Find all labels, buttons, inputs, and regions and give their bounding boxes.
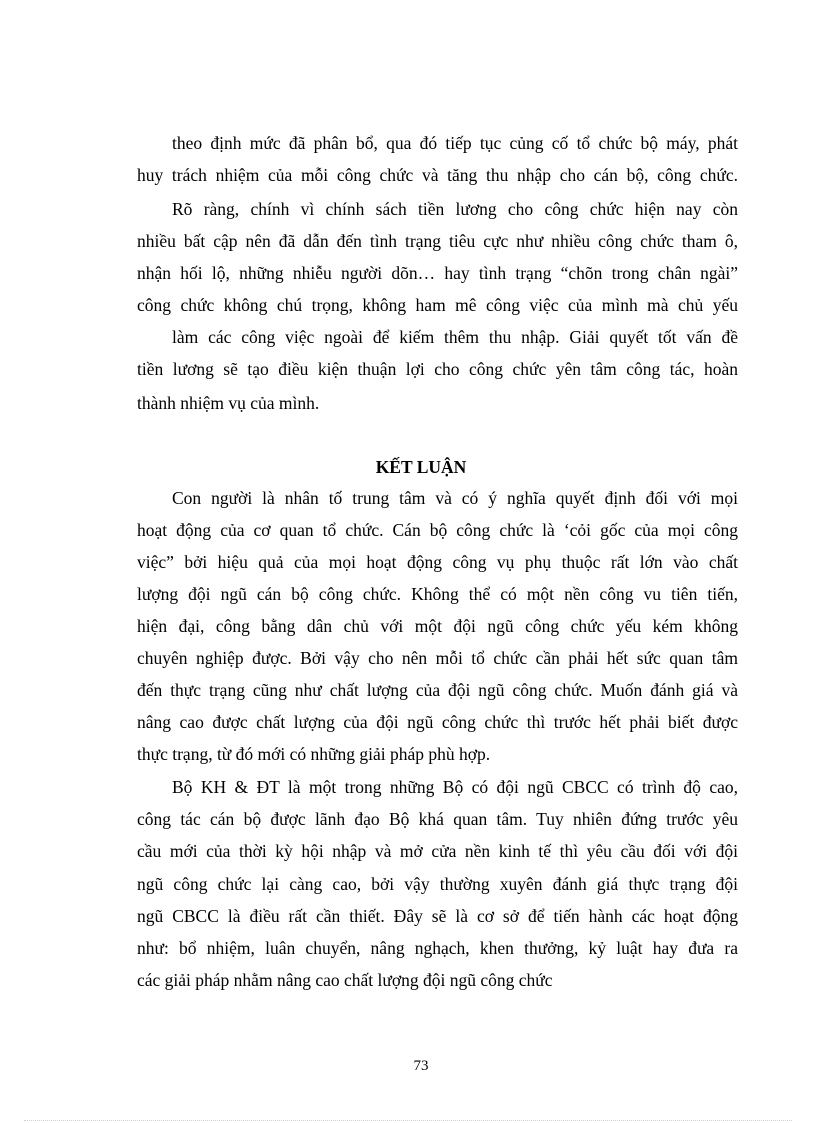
page-bottom-divider [24,1120,792,1121]
text-line: đến thực trạng cũng như chất lượng của đội ngũ công chức. Muốn đánh giá và [137,680,738,700]
text-line: làm các công việc ngoài để kiếm thêm thu nhập. Giải quyết tốt vấn đề [172,327,738,347]
text-line: Rõ ràng, chính vì chính sách tiền lương cho công chức hiện nay còn [172,199,738,219]
text-line: tiền lương sẽ tạo điều kiện thuận lợi cho công chức yên tâm công tác, hoàn [137,359,738,379]
text-line: theo định mức đã phân bổ, qua đó tiếp tục củng cố tổ chức bộ máy, phát [172,133,738,153]
text-line: công chức không chú trọng, không ham mê công việc của mình mà chủ yếu [137,295,738,315]
text-line: huy trách nhiệm của mỗi công chức và tăng thu nhập cho cán bộ, công chức. [137,165,738,185]
text-line: cầu mới của thời kỳ hội nhập và mở cửa nền kinh tế thì yêu cầu đối với đội [137,841,738,861]
text-line: nhiều bất cập nên đã dẫn đến tình trạng tiêu cực như nhiều công chức tham ô, [137,231,738,251]
text-line: thực trạng, từ đó mới có những giải pháp phù hợp. [137,744,491,764]
text-line: các giải pháp nhằm nâng cao chất lượng đội ngũ công chức [137,970,553,990]
section-heading: KẾT LUẬN [375,457,467,477]
text-line: thành nhiệm vụ của mình. [137,393,320,413]
text-line: ngũ CBCC là điều rất cần thiết. Đây sẽ là cơ sở để tiến hành các hoạt động [137,906,738,926]
text-line: chuyên nghiệp được. Bởi vậy cho nên mỗi tổ chức cần phải hết sức quan tâm [137,648,738,668]
text-line: ngũ công chức lại càng cao, bởi vậy thường xuyên đánh giá thực trạng đội [137,874,738,894]
text-line: công tác cán bộ được lãnh đạo Bộ khá quan tâm. Tuy nhiên đứng trước yêu [137,809,738,829]
text-line: lượng đội ngũ cán bộ công chức. Không thể có một nền công vu tiên tiến, [137,584,738,604]
text-line: Bộ KH & ĐT là một trong những Bộ có đội ngũ CBCC có trình độ cao, [172,777,738,797]
text-line: hiện đại, công bằng dân chủ với một đội ngũ công chức yếu kém không [137,616,738,636]
page-number: 73 [413,1058,429,1074]
text-line: việc” bởi hiệu quả của mọi hoạt động công vụ phụ thuộc rất lớn vào chất [137,552,738,572]
text-line: như: bổ nhiệm, luân chuyển, nâng nghạch, khen thưởng, kỷ luật hay đưa ra [137,938,738,958]
text-line: nâng cao được chất lượng của đội ngũ công chức thì trước hết phải biết được [137,712,738,732]
text-line: hoạt động của cơ quan tổ chức. Cán bộ công chức là ‘cỏi gốc của mọi công [137,520,738,540]
text-line: nhận hối lộ, những nhiễu người dõn… hay tình trạng “chõn trong chân ngài” [137,263,738,283]
text-line: Con người là nhân tố trung tâm và có ý nghĩa quyết định đối với mọi [172,488,738,508]
